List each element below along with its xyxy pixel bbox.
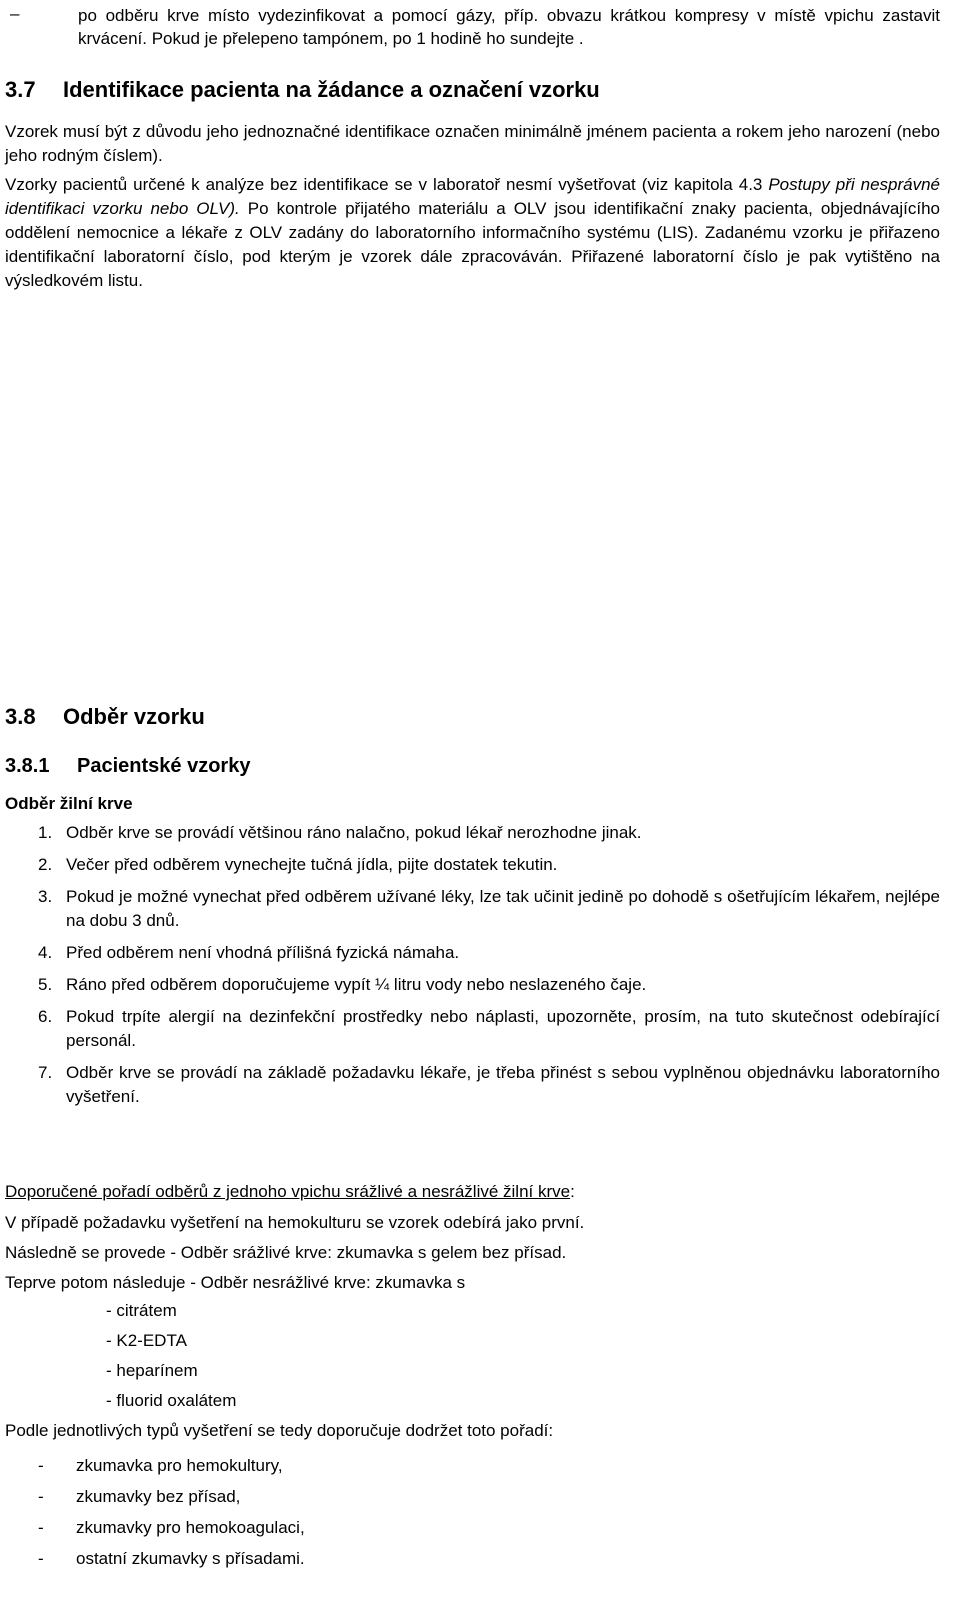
section-number: 3.8 bbox=[5, 704, 36, 729]
item-number: 5. bbox=[38, 975, 53, 994]
item-text: Před odběrem není vhodná přílišná fyzická námaha. bbox=[66, 943, 460, 962]
list-item bbox=[5, 973, 940, 997]
item-text: Večer před odběrem vynechejte tučná jídla, pijte dostatek tekutin. bbox=[66, 855, 558, 874]
item-number: 4. bbox=[38, 943, 53, 962]
venous-blood-subtitle: Odběr žilní krve bbox=[5, 794, 133, 813]
item-text: Pokud trpíte alergií na dezinfekční prostředky nebo náplasti, upozorněte, prosím, na tuto skutečnost odebírající personál. bbox=[66, 1007, 940, 1050]
list-item: - zkumavky pro hemokoagulaci, bbox=[38, 1518, 305, 1537]
order-line: V případě požadavku vyšetření na hemokulturu se vzorek odebírá jako první. bbox=[5, 1213, 585, 1232]
list-item bbox=[5, 853, 940, 877]
order-heading-text: Doporučené pořadí odběrů z jednoho vpichu srážlivé a nesrážlivé žilní krve bbox=[5, 1182, 571, 1201]
list-item bbox=[5, 1061, 940, 1109]
order-line: Následně se provede - Odběr srážlivé krve: zkumavka s gelem bez přísad. bbox=[5, 1243, 567, 1262]
tube-type: - fluorid oxalátem bbox=[106, 1391, 237, 1410]
section-title: Identifikace pacienta na žádance a označení vzorku bbox=[63, 77, 600, 102]
tube-type: - K2-EDTA bbox=[106, 1331, 187, 1350]
item-number: 1. bbox=[38, 823, 53, 842]
list-item: - zkumavka pro hemokultury, bbox=[38, 1456, 283, 1475]
section-3-7-heading bbox=[5, 77, 600, 103]
item-number: 3. bbox=[38, 887, 53, 906]
order-line: Teprve potom následuje - Odběr nesrážlivé krve: zkumavka s bbox=[5, 1273, 466, 1292]
list-item bbox=[5, 1005, 940, 1053]
section-title: Pacientské vzorky bbox=[77, 755, 251, 777]
item-number: 2. bbox=[38, 855, 53, 874]
tube-type: - citrátem bbox=[106, 1301, 177, 1320]
preparation-steps-list bbox=[5, 821, 940, 1117]
section-number: 3.7 bbox=[5, 77, 36, 102]
list-item bbox=[5, 885, 940, 933]
item-text: Odběr krve se provádí na základě požadavku lékaře, je třeba přinést s sebou vyplněnou objednávku laboratorního vyšetření. bbox=[66, 1063, 940, 1106]
identification-paragraph-2 bbox=[5, 173, 940, 293]
item-text: Pokud je možné vynechat před odběrem užívané léky, lze tak učinit jedině po dohodě s ošetřujícím lékařem, nejlépe na dobu 3 dnů. bbox=[66, 887, 940, 930]
tube-type: - heparínem bbox=[106, 1361, 198, 1380]
item-text: Odběr krve se provádí většinou ráno nalačno, pokud lékař nerozhodne jinak. bbox=[66, 823, 642, 842]
item-text: zkumavka pro hemokultury, bbox=[76, 1456, 283, 1475]
section-number: 3.8.1 bbox=[5, 755, 50, 777]
order-heading-colon: : bbox=[570, 1182, 575, 1201]
order-section-mixed bbox=[5, 1180, 940, 1574]
intro-text: po odběru krve místo vydezinfikovat a pomocí gázy, příp. obvazu krátkou kompresy v místě vpichu zastavit krvácení. Pokud je přelepeno tampónem, po 1 hodině ho sundejte . bbox=[78, 6, 940, 48]
item-text: zkumavky pro hemokoagulaci, bbox=[76, 1518, 305, 1537]
item-text: zkumavky bez přísad, bbox=[76, 1487, 241, 1506]
identification-paragraph-1: Vzorek musí být z důvodu jeho jednoznačné identifikace označen minimálně jménem pacienta a rokem jeho narození (nebo jeho rodným číslem). bbox=[5, 122, 940, 165]
section-title: Odběr vzorku bbox=[63, 704, 205, 729]
intro-bullet bbox=[5, 4, 940, 50]
item-number: 7. bbox=[38, 1063, 53, 1082]
section-3-8-heading bbox=[5, 704, 205, 730]
list-item: - zkumavky bez přísad, bbox=[38, 1487, 241, 1506]
p2-italic-reference: Postupy při nesprávné identifikaci vzorku nebo OLV). bbox=[5, 175, 940, 218]
order-line: Podle jednotlivých typů vyšetření se tedy doporučuje dodržet toto pořadí: bbox=[5, 1421, 554, 1440]
order-heading bbox=[5, 1180, 940, 1204]
p2-end: Po kontrole přijatého materiálu a OLV jsou identifikační znaky pacienta, objednávajícího oddělení nemocnice a lékaře z OLV zadány do laboratorního informačního systému (LIS). Zadanému vzorku je přiřazeno identifikační laboratorní číslo, pod kterým je vzorek dále zpracováván. Přiřazené laboratorní číslo je pak vytištěno na výsledkovém listu. bbox=[5, 199, 940, 290]
bullet-dash: – bbox=[10, 4, 20, 23]
item-text: Ráno před odběrem doporučujeme vypít ¼ litru vody nebo neslazeného čaje. bbox=[66, 975, 647, 994]
tube-order-list bbox=[5, 1450, 940, 1574]
item-text: ostatní zkumavky s přísadami. bbox=[76, 1549, 305, 1568]
list-item: - ostatní zkumavky s přísadami. bbox=[38, 1549, 305, 1568]
p2-start: Vzorky pacientů určené k analýze bez identifikace se v laboratoř nesmí vyšetřovat (viz kapitola 4.3 bbox=[5, 175, 769, 194]
section-3-8-1-heading bbox=[5, 755, 250, 778]
list-item bbox=[5, 821, 940, 845]
list-item bbox=[5, 941, 940, 965]
item-number: 6. bbox=[38, 1007, 53, 1026]
